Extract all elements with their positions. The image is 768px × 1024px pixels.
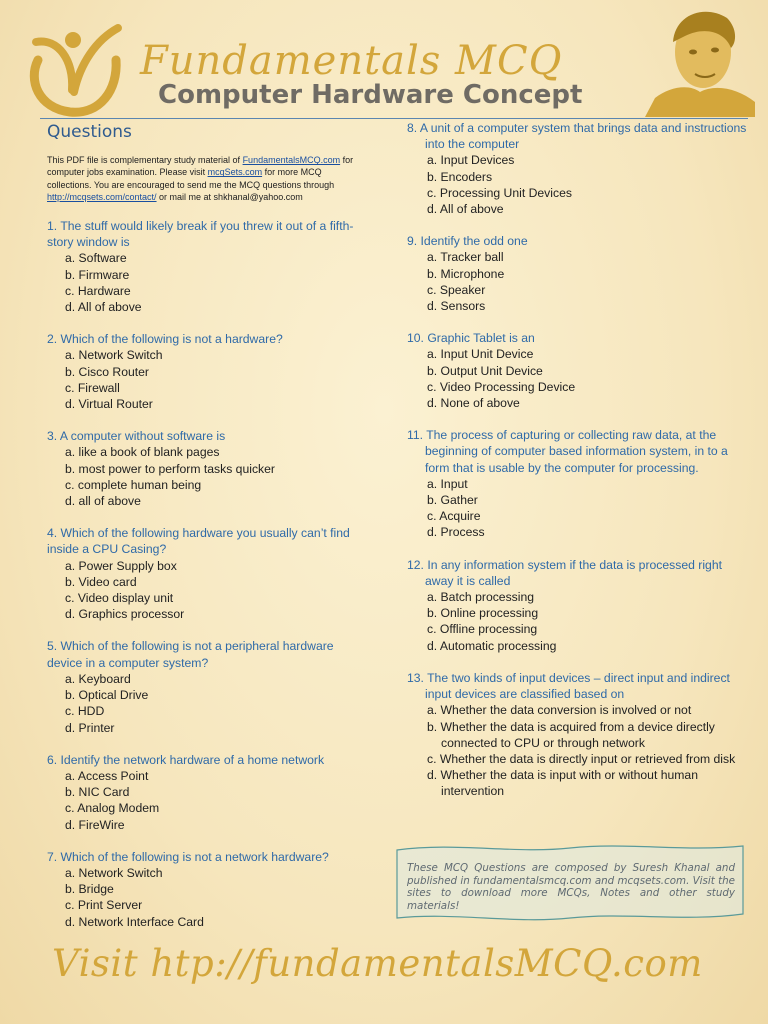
option-item: c. Video Processing Device [427, 379, 576, 394]
options-list [407, 589, 747, 654]
question-text: 6. Identify the network hardware of a home network [47, 752, 325, 767]
option-item: a. Network Switch [65, 348, 163, 363]
option-item: a. Input [427, 476, 468, 491]
option-item: a. Power Supply box [65, 558, 177, 573]
question-item [407, 670, 747, 800]
question-text: 5. Which of the following is not a peripheral hardware device in a computer system? [47, 639, 334, 670]
option-item: b. Gather [427, 493, 478, 508]
option-item: b. Bridge [65, 882, 114, 897]
options-list [47, 671, 367, 736]
option-item: c. complete human being [65, 477, 202, 492]
option-item: c. HDD [65, 704, 105, 719]
intro-text: for computer jobs examination. Please visit [47, 155, 354, 178]
section-title: Questions [47, 122, 132, 142]
option-item: d. Graphics processor [65, 607, 185, 622]
option-item: b. Online processing [427, 606, 539, 621]
option-item: a. Keyboard [65, 671, 131, 686]
mcqsets-link[interactable]: mcqSets.com [207, 167, 263, 178]
question-item [407, 557, 747, 654]
option-item: a. Software [65, 251, 127, 266]
option-item: d. Network Interface Card [65, 914, 204, 929]
right-column [407, 120, 747, 816]
option-item: c. Whether the data is directly input or retrieved from disk [427, 751, 736, 766]
intro-text: or mail me at shkhanal@yahoo.com [156, 191, 303, 202]
option-item: b. Encoders [427, 169, 493, 184]
question-item [47, 525, 367, 622]
options-list [47, 558, 367, 623]
option-item: d. Whether the data is input with or without human intervention [427, 768, 698, 799]
page-subtitle: Computer Hardware Concept [158, 80, 583, 110]
question-item [47, 752, 367, 833]
question-text: 11. The process of capturing or collecting raw data, at the beginning of computer based information system, in to a form that is usable by the computer for processing. [407, 428, 728, 475]
footer-url: Visit htp://fundamentalsMCQ.com [52, 942, 703, 985]
option-item: d. FireWire [65, 817, 125, 832]
options-list [407, 702, 747, 799]
question-text: 1. The stuff would likely break if you threw it out of a fifth-story window is [47, 219, 354, 250]
option-item: d. Sensors [427, 299, 486, 314]
option-item: d. None of above [427, 396, 520, 411]
option-item: d. Virtual Router [65, 397, 153, 412]
option-item: a. Access Point [65, 768, 149, 783]
option-item: a. Tracker ball [427, 250, 504, 265]
option-item: a. Input Devices [427, 153, 515, 168]
option-item: d. Process [427, 525, 485, 540]
question-text: 8. A unit of a computer system that brings data and instructions into the computer [407, 121, 747, 152]
options-list [407, 152, 747, 217]
brand-title: Fundamentals MCQ [140, 38, 563, 84]
question-text: 2. Which of the following is not a hardware? [47, 332, 283, 347]
option-item: c. Firewall [65, 380, 120, 395]
question-text: 3. A computer without software is [47, 429, 226, 444]
option-item: b. Video card [65, 574, 137, 589]
header-divider [40, 118, 748, 119]
option-item: c. Acquire [427, 509, 481, 524]
question-text: 10. Graphic Tablet is an [407, 331, 535, 346]
intro-paragraph [47, 154, 367, 203]
option-item: b. Whether the data is acquired from a device directly connected to CPU or through network [427, 719, 715, 750]
question-text: 9. Identify the odd one [407, 234, 528, 249]
option-item: c. Speaker [427, 282, 486, 297]
option-item: c. Processing Unit Devices [427, 185, 572, 200]
intro-text: for more MCQ collections. You are encouraged to send me the MCQ questions through [47, 167, 335, 190]
option-item: d. All of above [65, 300, 142, 315]
question-text: 13. The two kinds of input devices – direct input and indirect input devices are classified based on [407, 670, 730, 702]
left-column [47, 120, 367, 946]
options-list [47, 250, 367, 315]
question-item [407, 330, 747, 411]
option-item: c. Print Server [65, 898, 143, 913]
option-item: b. Firmware [65, 267, 130, 282]
author-photo-icon [645, 2, 755, 117]
question-item [47, 428, 367, 509]
option-item: b. Output Unit Device [427, 363, 543, 378]
options-list [407, 346, 747, 411]
option-item: c. Analog Modem [65, 801, 160, 816]
option-item: c. Offline processing [427, 622, 538, 637]
question-item [47, 218, 367, 315]
author-note [395, 842, 745, 922]
option-item: b. Microphone [427, 266, 505, 281]
option-item: c. Hardware [65, 283, 131, 298]
option-item: c. Video display unit [65, 591, 174, 606]
question-text: 12. In any information system if the data is processed right away it is called [407, 557, 723, 588]
fundamentalsmcq-link[interactable]: FundamentalsMCQ.com [242, 155, 341, 166]
option-item: b. most power to perform tasks quicker [65, 461, 275, 476]
question-item [407, 427, 747, 540]
option-item: b. NIC Card [65, 785, 130, 800]
option-item: b. Cisco Router [65, 364, 149, 379]
options-list [407, 476, 747, 541]
option-item: d. All of above [427, 202, 504, 217]
option-item: a. Whether the data conversion is involved or not [427, 703, 692, 718]
question-text: 7. Which of the following is not a network hardware? [47, 849, 329, 864]
question-text: 4. Which of the following hardware you usually can’t find inside a CPU Casing? [47, 526, 350, 557]
question-item [407, 233, 747, 314]
option-item: a. Batch processing [427, 590, 535, 605]
question-item [407, 120, 747, 217]
question-item [47, 331, 367, 412]
question-item [47, 849, 367, 930]
option-item: d. Printer [65, 720, 115, 735]
options-list [407, 249, 747, 314]
option-item: a. Network Switch [65, 865, 163, 880]
question-item [47, 638, 367, 735]
logo-icon [18, 20, 128, 120]
contact-link[interactable]: http://mcqsets.com/contact/ [47, 191, 157, 202]
option-item: b. Optical Drive [65, 688, 149, 703]
intro-text: This PDF file is complementary study material of [47, 155, 243, 166]
options-list [47, 768, 367, 833]
option-item: a. like a book of blank pages [65, 445, 220, 460]
options-list [47, 444, 367, 509]
note-text: These MCQ Questions are composed by Suresh Khanal and published in fundamentalsmcq.com and mcqsets.com. Visit the sites to download more MCQs, Notes and other study materials! [407, 862, 735, 912]
options-list [47, 347, 367, 412]
option-item: d. Automatic processing [427, 638, 557, 653]
option-item: a. Input Unit Device [427, 347, 534, 362]
option-item: d. all of above [65, 494, 141, 509]
options-list [47, 865, 367, 930]
